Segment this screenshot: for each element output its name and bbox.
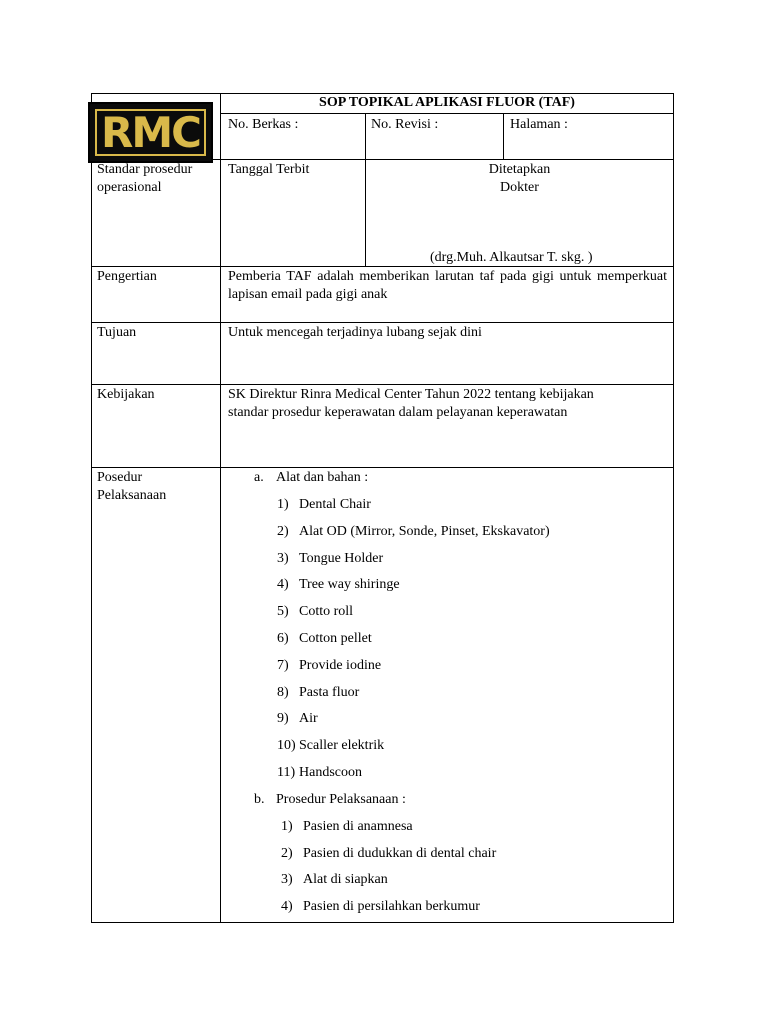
list-item-number: 3) bbox=[281, 872, 293, 887]
kebijakan-text-line2: standar prosedur keperawatan dalam pelayanan keperawatan bbox=[228, 405, 568, 420]
document-title: SOP TOPIKAL APLIKASI FLUOR (TAF) bbox=[319, 95, 575, 110]
list-item-number: 8) bbox=[277, 684, 289, 700]
list-item: Dental Chair bbox=[299, 497, 371, 512]
section-b-title: Prosedur Pelaksanaan : bbox=[276, 792, 406, 807]
list-item: Pasien di dudukkan di dental chair bbox=[303, 845, 497, 861]
rmc-logo bbox=[88, 102, 213, 163]
list-item-number: 10) bbox=[277, 738, 296, 754]
column-divider bbox=[220, 93, 221, 923]
tanggal-terbit-label: Tanggal Terbit bbox=[228, 162, 310, 177]
list-item: Air bbox=[299, 711, 318, 727]
logo-text: RMC bbox=[101, 107, 200, 157]
list-item: Cotto roll bbox=[299, 604, 354, 620]
row-divider bbox=[91, 322, 674, 323]
section-b-marker: b. bbox=[254, 792, 265, 807]
ditetapkan-label: Ditetapkan bbox=[488, 162, 551, 177]
kebijakan-label: Kebijakan bbox=[97, 387, 155, 402]
list-item-number: 1) bbox=[277, 497, 289, 512]
list-item-number: 2) bbox=[277, 523, 289, 539]
list-item-number: 2) bbox=[281, 845, 293, 861]
list-item: Pasta fluor bbox=[299, 684, 360, 700]
posedur-label-line2: Pelaksanaan bbox=[97, 488, 167, 503]
kebijakan-text-line1: SK Direktur Rinra Medical Center Tahun 2022 tentang kebijakan bbox=[228, 387, 594, 402]
section-a-marker: a. bbox=[254, 470, 264, 485]
list-item-number: 9) bbox=[277, 711, 289, 727]
standar-label-line1: Standar prosedur bbox=[97, 162, 193, 177]
column-divider bbox=[503, 113, 504, 160]
pengertian-text: Pemberia TAF adalah memberikan larutan taf pada gigi untuk memperkuat lapisan email pada gigi anak bbox=[228, 269, 667, 302]
list-item-number: 3) bbox=[277, 550, 289, 566]
list-item: Tongue Holder bbox=[299, 550, 384, 566]
list-item: Alat OD (Mirror, Sonde, Pinset, Ekskavator) bbox=[299, 523, 550, 539]
list-item: Cotton pellet bbox=[299, 631, 372, 646]
list-item: Tree way shiringe bbox=[299, 577, 400, 593]
section-a-title: Alat dan bahan : bbox=[276, 470, 369, 485]
list-item-number: 4) bbox=[277, 577, 289, 593]
row-divider bbox=[221, 113, 674, 114]
no-berkas-label: No. Berkas : bbox=[228, 117, 299, 132]
list-item: Provide iodine bbox=[299, 657, 382, 673]
tujuan-text: Untuk mencegah terjadinya lubang sejak dini bbox=[228, 325, 482, 340]
tujuan-label: Tujuan bbox=[97, 325, 137, 340]
dokter-label: Dokter bbox=[500, 180, 539, 195]
posedur-label-line1: Posedur bbox=[97, 470, 143, 485]
list-item-number: 7) bbox=[277, 657, 289, 673]
halaman-label: Halaman : bbox=[510, 117, 568, 132]
no-revisi-label: No. Revisi : bbox=[371, 117, 439, 132]
row-divider bbox=[91, 467, 674, 468]
list-item: Pasien di persilahkan berkumur bbox=[303, 898, 480, 914]
list-item: Alat di siapkan bbox=[303, 872, 388, 887]
table-border-right bbox=[673, 93, 674, 923]
table-border-bottom bbox=[91, 922, 674, 923]
list-item-number: 4) bbox=[281, 898, 293, 914]
list-item: Scaller elektrik bbox=[299, 738, 385, 754]
table-border-left bbox=[91, 93, 92, 923]
list-item-number: 6) bbox=[277, 631, 289, 646]
standar-label-line2: operasional bbox=[97, 180, 162, 195]
list-item-number: 5) bbox=[277, 604, 289, 620]
list-item: Pasien di anamnesa bbox=[303, 819, 413, 834]
list-item-number: 11) bbox=[277, 765, 296, 780]
signatory-name: (drg.Muh. Alkautsar T. skg. ) bbox=[430, 250, 593, 265]
logo-frame bbox=[95, 109, 206, 156]
row-divider bbox=[91, 384, 674, 385]
pengertian-label: Pengertian bbox=[97, 269, 157, 284]
list-item: Handscoon bbox=[299, 765, 362, 780]
list-item-number: 1) bbox=[281, 819, 293, 834]
